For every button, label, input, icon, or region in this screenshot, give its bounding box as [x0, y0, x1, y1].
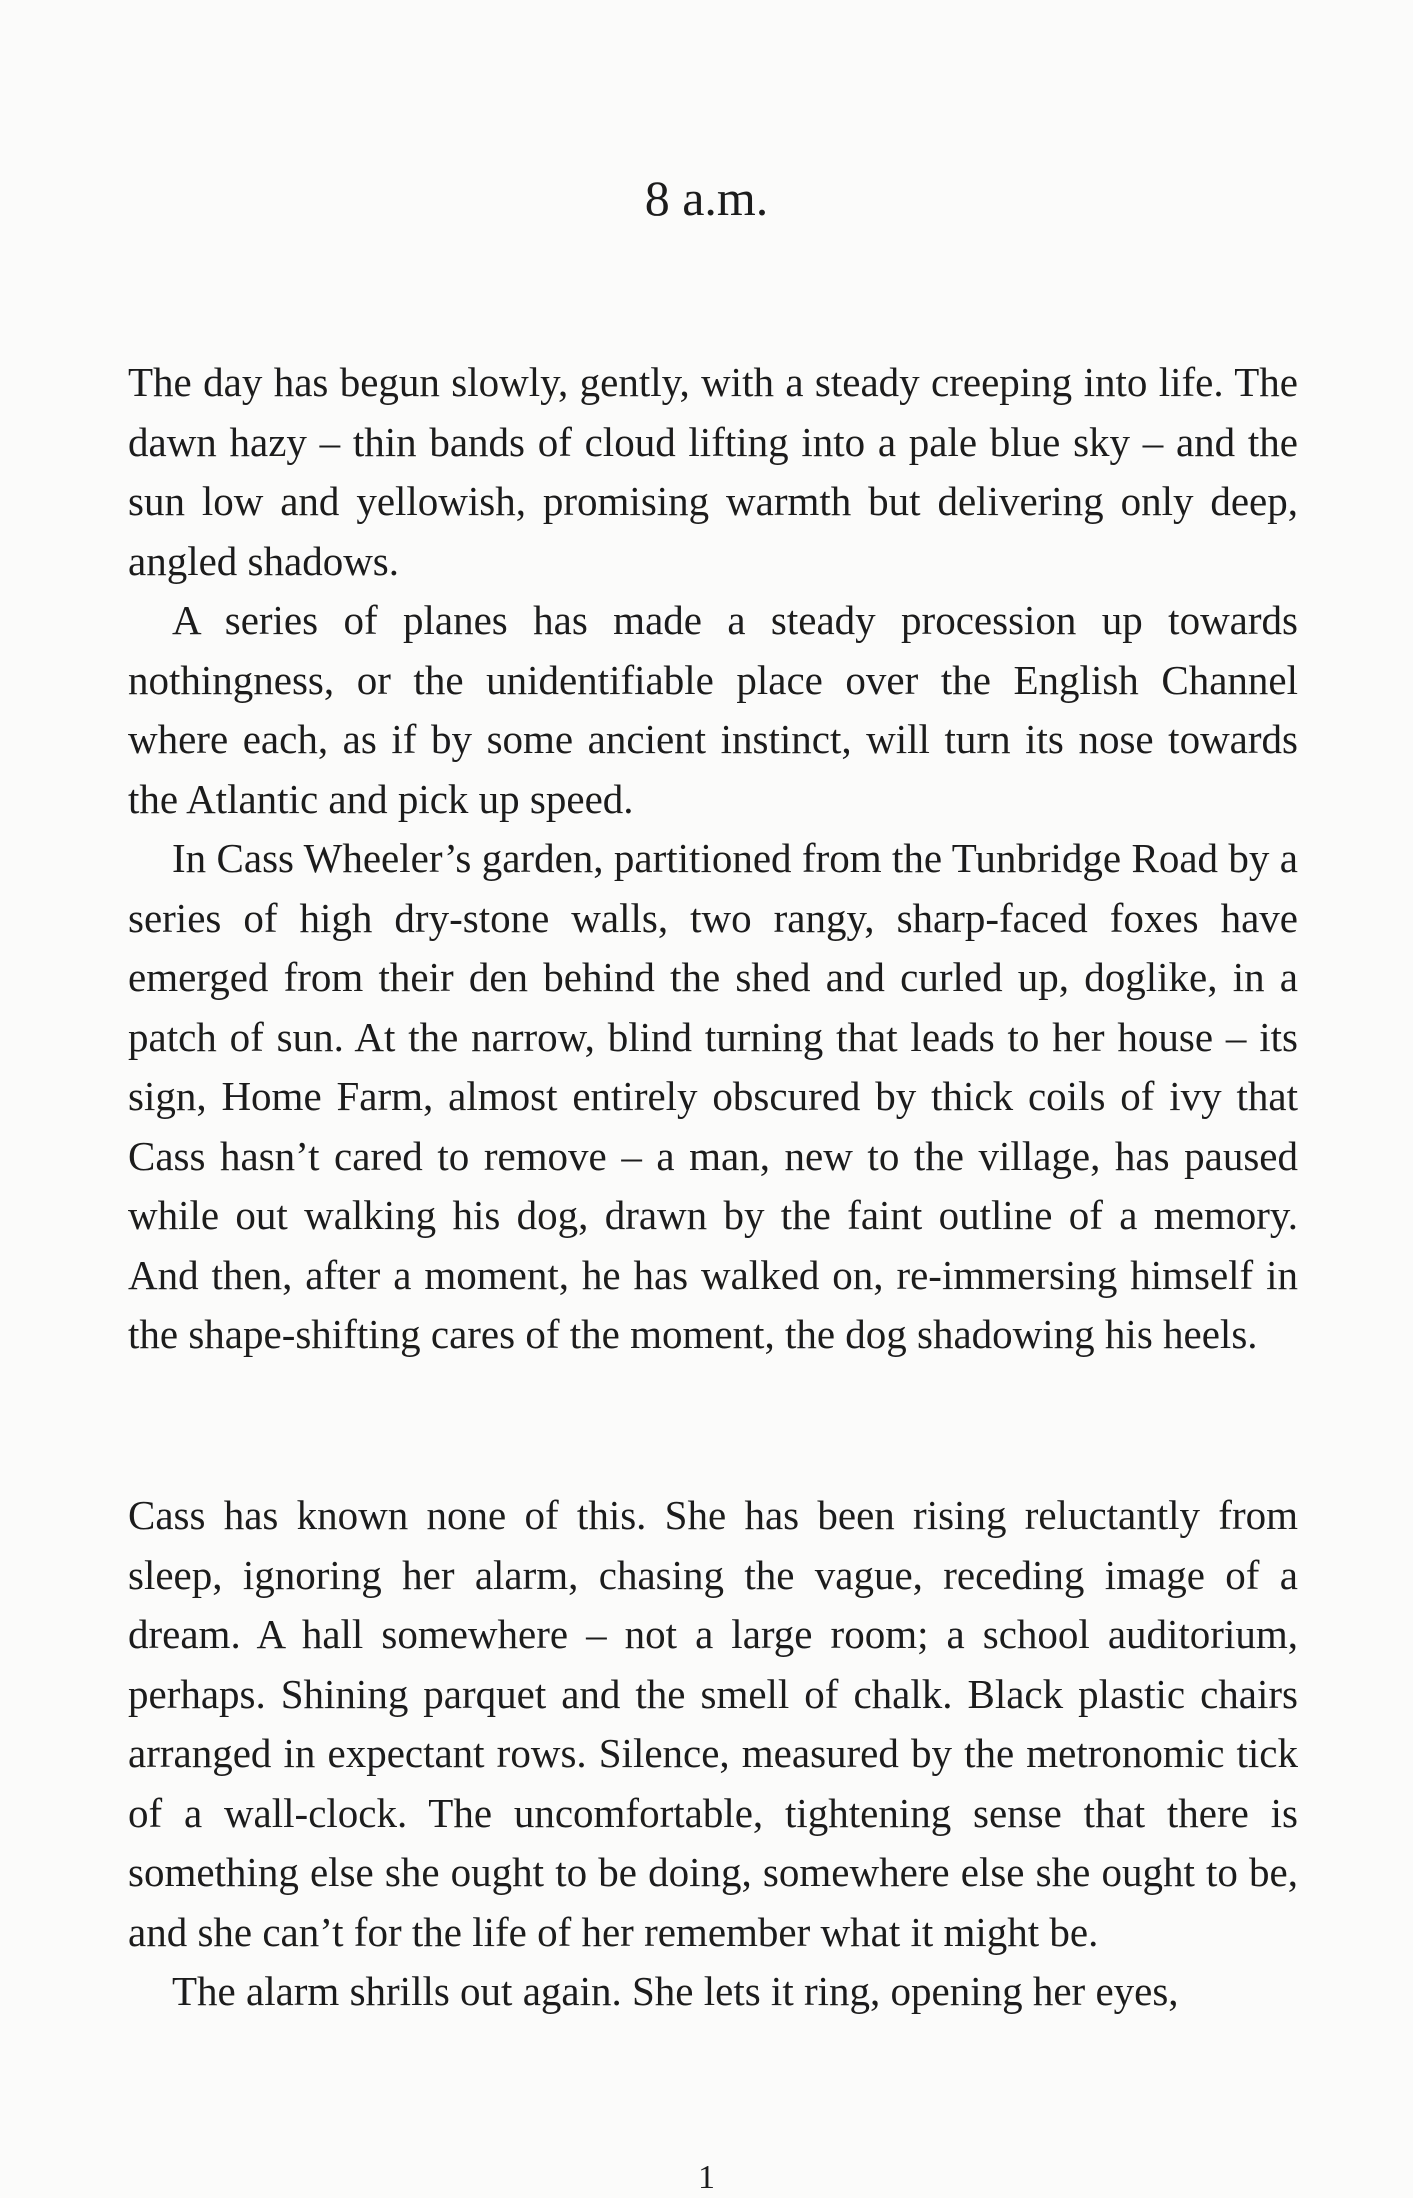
page-number: 1 [698, 2159, 715, 2196]
paragraph: Cass has known none of this. She has been rising reluctantly from sleep, ignoring her alarm, chasing the vague, receding image of a dream. A hall somewhere – not a large room; a school auditorium, perhaps. Shining parquet and the smell of chalk. Black plastic chairs arranged in expectant rows. Silence, measured by the metronomic tick of a wall-clock. The uncomfortable, tightening sense that there is something else she ought to be doing, somewhere else she ought to be, and she can’t for the life of her remember what it might be. [128, 1492, 1298, 1955]
chapter-title: 8 a.m. [644, 170, 769, 226]
paragraph: The day has begun slowly, gently, with a steady creeping into life. The dawn hazy – thin bands of cloud lifting into a pale blue sky – and the sun low and yellowish, promising warmth but delivering only deep, angled shadows. [128, 359, 1298, 584]
paragraph: In Cass Wheeler’s garden, partitioned from the Tunbridge Road by a series of high dry-stone walls, two rangy, sharp-faced foxes have emerged from their den behind the shed and curled up, doglike, in a patch of sun. At the narrow, blind turning that leads to her house – its sign, Home Farm, almost entirely obscured by thick coils of ivy that Cass hasn’t cared to remove – a man, new to the village, has paused while out walking his dog, drawn by the faint outline of a memory. And then, after a moment, he has walked on, re-immersing himself in the shape-shifting cares of the moment, the dog shadowing his heels. [128, 835, 1298, 1357]
text-section [128, 353, 1298, 1365]
text-section [128, 1486, 1298, 2022]
paragraph: The alarm shrills out again. She lets it ring, opening her eyes, [172, 1968, 1179, 2014]
paragraph: A series of planes has made a steady procession up towards nothingness, or the unidentifiable place over the English Channel where each, as if by some ancient instinct, will turn its nose towards the Atlantic and pick up speed. [128, 597, 1298, 822]
